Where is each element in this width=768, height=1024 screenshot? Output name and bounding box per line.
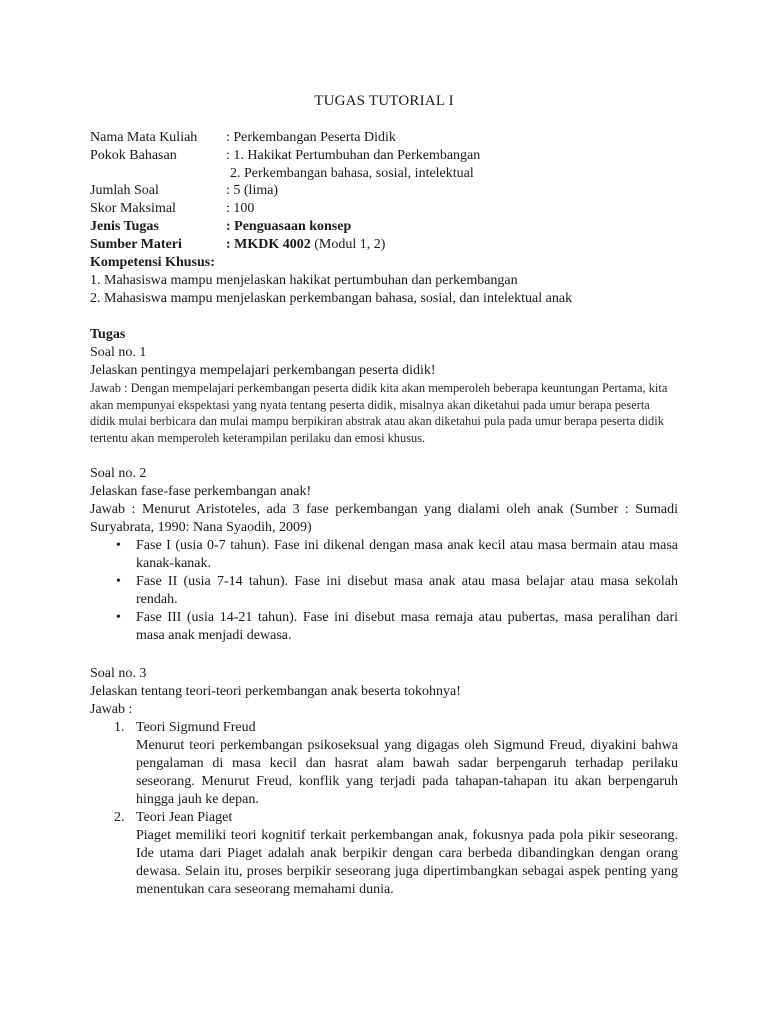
info-value: : Perkembangan Peserta Didik — [226, 130, 396, 145]
soal-answer: Jawab : Menurut Aristoteles, ada 3 fase perkembangan yang dialami oleh anak (Sumber : Sumadi Suryabrata, 1990: Nana Syaodih, 2009) — [90, 502, 678, 535]
info-row-pokok-bahasan-2 — [90, 165, 480, 183]
info-row-mata-kuliah — [90, 129, 480, 147]
teori-list — [90, 719, 678, 899]
soal-answer: Jawab : Dengan mempelajari perkembangan peserta didik kita akan memperoleh beberapa keuntungan Pertama, kita akan mempunyai ekspektasi yang nyata tentang peserta didik, misalnya akan diketahui pada umur berapa peserta didik mulai berbicara dan mulai mampu berpikiran abstrak atau akan diketahui pula pada umur berapa peserta didik tertentu akan memperoleh keterampilan perilaku dan emosi khusus. — [90, 381, 668, 445]
bullet-icon: • — [116, 538, 121, 553]
info-value: : 100 — [226, 201, 255, 217]
info-row-jumlah-soal — [90, 182, 480, 200]
info-label: Skor Maksimal — [90, 201, 176, 217]
soal-3-section — [90, 665, 678, 899]
info-row-skor-maksimal — [90, 200, 480, 218]
soal-question: Jelaskan fase-fase perkembangan anak! — [90, 484, 312, 499]
soal-question: Jelaskan tentang teori-teori perkembangan anak beserta tokohnya! — [90, 684, 461, 699]
info-label: Jenis Tugas — [90, 218, 159, 234]
soal-question: Jelaskan pentingya mempelajari perkembangan peserta didik! — [90, 363, 436, 378]
item-title: Teori Jean Piaget — [136, 810, 233, 825]
tugas-heading: Tugas — [90, 327, 126, 342]
list-item — [90, 809, 678, 899]
info-value: : 1. Hakikat Pertumbuhan dan Perkembangan — [226, 147, 481, 163]
list-item: • Fase I (usia 0-7 tahun). Fase ini dikenal dengan masa anak kecil atau masa bermain atau masa kanak-kanak. — [116, 538, 678, 571]
kompetensi-section — [90, 254, 572, 308]
item-number: 2. — [114, 810, 125, 825]
info-value: : 5 (lima) — [226, 183, 279, 199]
soal-label: Soal no. 2 — [90, 466, 147, 481]
info-row-pokok-bahasan — [90, 147, 480, 165]
page-title: TUGAS TUTORIAL I — [314, 93, 454, 109]
soal-label: Soal no. 3 — [90, 666, 147, 681]
info-label: Nama Mata Kuliah — [90, 130, 198, 145]
fase-list — [90, 537, 678, 645]
item-number: 1. — [114, 720, 125, 735]
info-row-sumber-materi — [90, 236, 480, 254]
bullet-icon: • — [116, 574, 121, 589]
kompetensi-item: 1. Mahasiswa mampu menjelaskan hakikat pertumbuhan dan perkembangan — [90, 273, 518, 288]
soal-2-section — [90, 465, 678, 645]
course-info — [90, 129, 480, 254]
info-value: : MKDK 4002 — [226, 236, 315, 252]
item-body: Piaget memiliki teori kognitif terkait perkembangan anak, fokusnya pada pola pikir seseorang. Ide utama dari Piaget adalah anak berpikir dengan cara berbeda dibandingkan dengan orang dewasa. Selain itu, proses berpikir seseorang juga dipertimbangkan sebagai aspek penting yang menentukan cara seseorang memahami dunia. — [136, 828, 678, 897]
info-value: : Penguasaan konsep — [226, 218, 352, 234]
soal-label: Soal no. 1 — [90, 345, 147, 360]
list-item: • Fase III (usia 14-21 tahun). Fase ini disebut masa remaja atau pubertas, masa peralihan dari masa anak menjadi dewasa. — [116, 610, 678, 643]
kompetensi-heading: Kompetensi Khusus: — [90, 255, 215, 270]
bullet-icon: • — [116, 610, 121, 625]
list-item: • Fase II (usia 7-14 tahun). Fase ini disebut masa anak atau masa belajar atau masa sekolah rendah. — [116, 574, 678, 607]
info-label: Sumber Materi — [90, 236, 182, 252]
soal-answer: Jawab : — [90, 702, 133, 717]
info-label: Jumlah Soal — [90, 183, 159, 199]
soal-1-section — [90, 326, 678, 446]
info-value: 2. Perkembangan bahasa, sosial, intelektual — [230, 165, 474, 181]
list-item — [90, 719, 678, 809]
info-label: Pokok Bahasan — [90, 147, 177, 163]
info-row-jenis-tugas — [90, 218, 480, 236]
item-title: Teori Sigmund Freud — [136, 720, 256, 735]
info-value-detail: (Modul 1, 2) — [314, 236, 386, 252]
kompetensi-item: 2. Mahasiswa mampu menjelaskan perkembangan bahasa, sosial, dan intelektual anak — [90, 291, 573, 306]
item-body: Menurut teori perkembangan psikoseksual yang digagas oleh Sigmund Freud, diyakini bahwa pengalaman di masa kecil dan hasrat alam bawah sadar berpengaruh terhadap perilaku seseorang. Menurut Freud, konflik yang terjadi pada tahapan-tahapan itu akan berpengaruh hingga jauh ke depan. — [136, 738, 678, 807]
